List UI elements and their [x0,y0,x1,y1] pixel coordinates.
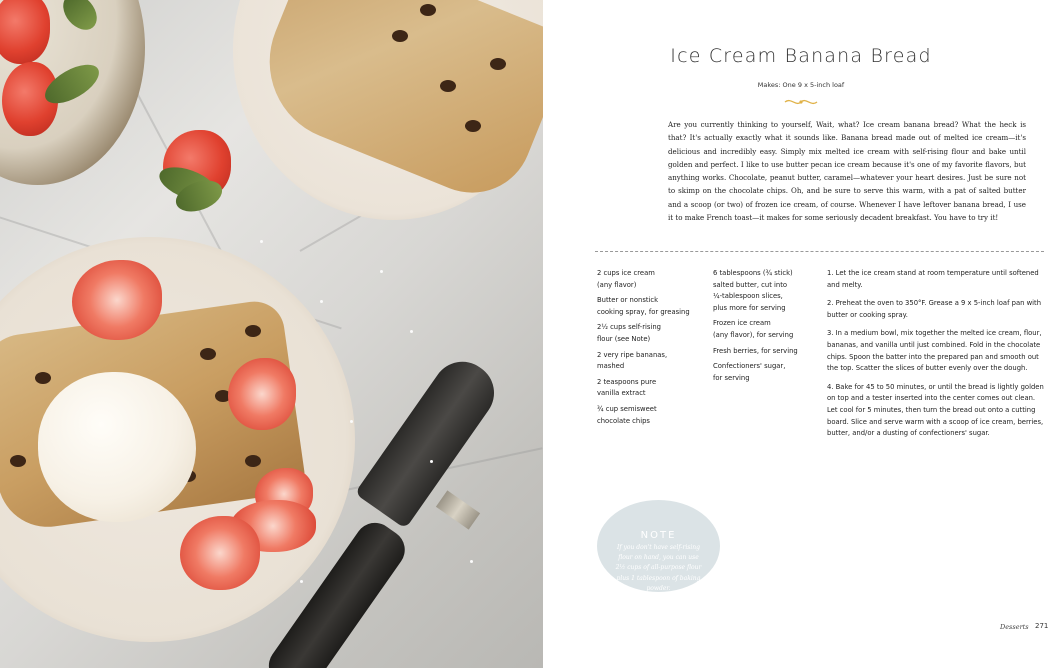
ingredient-item: 6 tablespoons (¾ stick) salted butter, cut into ¼-tablespoon slices, plus more for serving [713,269,793,312]
method-step: 2. Preheat the oven to 350°F. Grease a 9 x 5-inch loaf pan with butter or cooking spray. [827,299,1042,319]
method-step: 3. In a medium bowl, mix together the melted ice cream, flour, bananas, and vanilla until just combined. Fold in the chocolate chips. Spoon the batter into the prepared pan and smooth out the top. Scatter the slices of butter evenly over the dough. [827,329,1042,373]
section-divider [595,251,1044,252]
ingredient-item: Butter or nonstick cooking spray, for greasing [597,296,690,316]
recipe-intro: Are you currently thinking to yourself, Wait, what? Ice cream banana bread? What the heck is that? It's actually exactly what it sounds like. Banana bread made out of melted ice cream—it's delicious and incredibly easy. Simply mix melted ice cream with self-rising flour and bake until golden and perfect. I like to use butter pecan ice cream because it's one of my favorite flavors, but anything works. Chocolate, peanut butter, caramel—whatever your heart desires. Just be sure not to skimp on the chocolate chips. Oh, and be sure to serve this warm, with a pat of salted butter and a scoop (or two) of frozen ice cream, of course. Whenever I have leftover banana bread, I use it to make French toast—it makes for some seriously decadent breakfast. You have to try it! [668,120,1026,223]
ingredient-item: Confectioners' sugar, for serving [713,362,786,382]
footer-section-name: Desserts [1000,623,1029,631]
method-step: 1. Let the ice cream stand at room temperature until softened and melty. [827,269,1039,289]
ingredient-item: Frozen ice cream (any flavor), for serving [713,319,794,339]
method-step: 4. Bake for 45 to 50 minutes, or until the bread is lightly golden on top and a tester inserted into the center comes out clean. Let cool for 5 minutes, then turn the bread out onto a cutting board. Slice and serve warm with a scoop of ice cream, berries, butter, and/or a dusting of confectioners' sugar. [827,382,1044,438]
strawberry-slice [72,260,162,340]
recipe-title: Ice Cream Banana Bread [670,45,932,67]
note-badge [597,500,720,592]
page-number: 271 [1035,622,1049,630]
ingredients-list-2 [713,268,821,388]
recipe-yield: Makes: One 9 x 5-inch loaf [757,81,845,89]
recipe-page [543,0,1059,668]
ingredient-item: 2½ cups self-rising flour (see Note) [597,323,661,343]
ingredient-item: 2 cups ice cream (any flavor) [597,269,655,289]
strawberry-slice [180,516,260,590]
note-title: NOTE [640,530,677,541]
flourish-ornament [784,97,818,107]
ingredient-item: 2 teaspoons pure vanilla extract [597,377,657,398]
method-steps [827,268,1047,447]
ingredient-item: ¾ cup semisweet chocolate chips [597,404,657,425]
strawberry-slice [228,358,296,430]
ingredients-list-1 [597,268,705,431]
ingredient-item: 2 very ripe bananas, mashed [597,350,668,371]
butter-knife [355,350,506,529]
ice-cream-scoop [38,372,196,522]
note-text: If you don't have self-rising flour on hand, you can use 2½ cups of all-purpose flour plus 1 tablespoon of baking powder. [615,544,702,592]
ingredient-item: Fresh berries, for serving [713,346,798,355]
